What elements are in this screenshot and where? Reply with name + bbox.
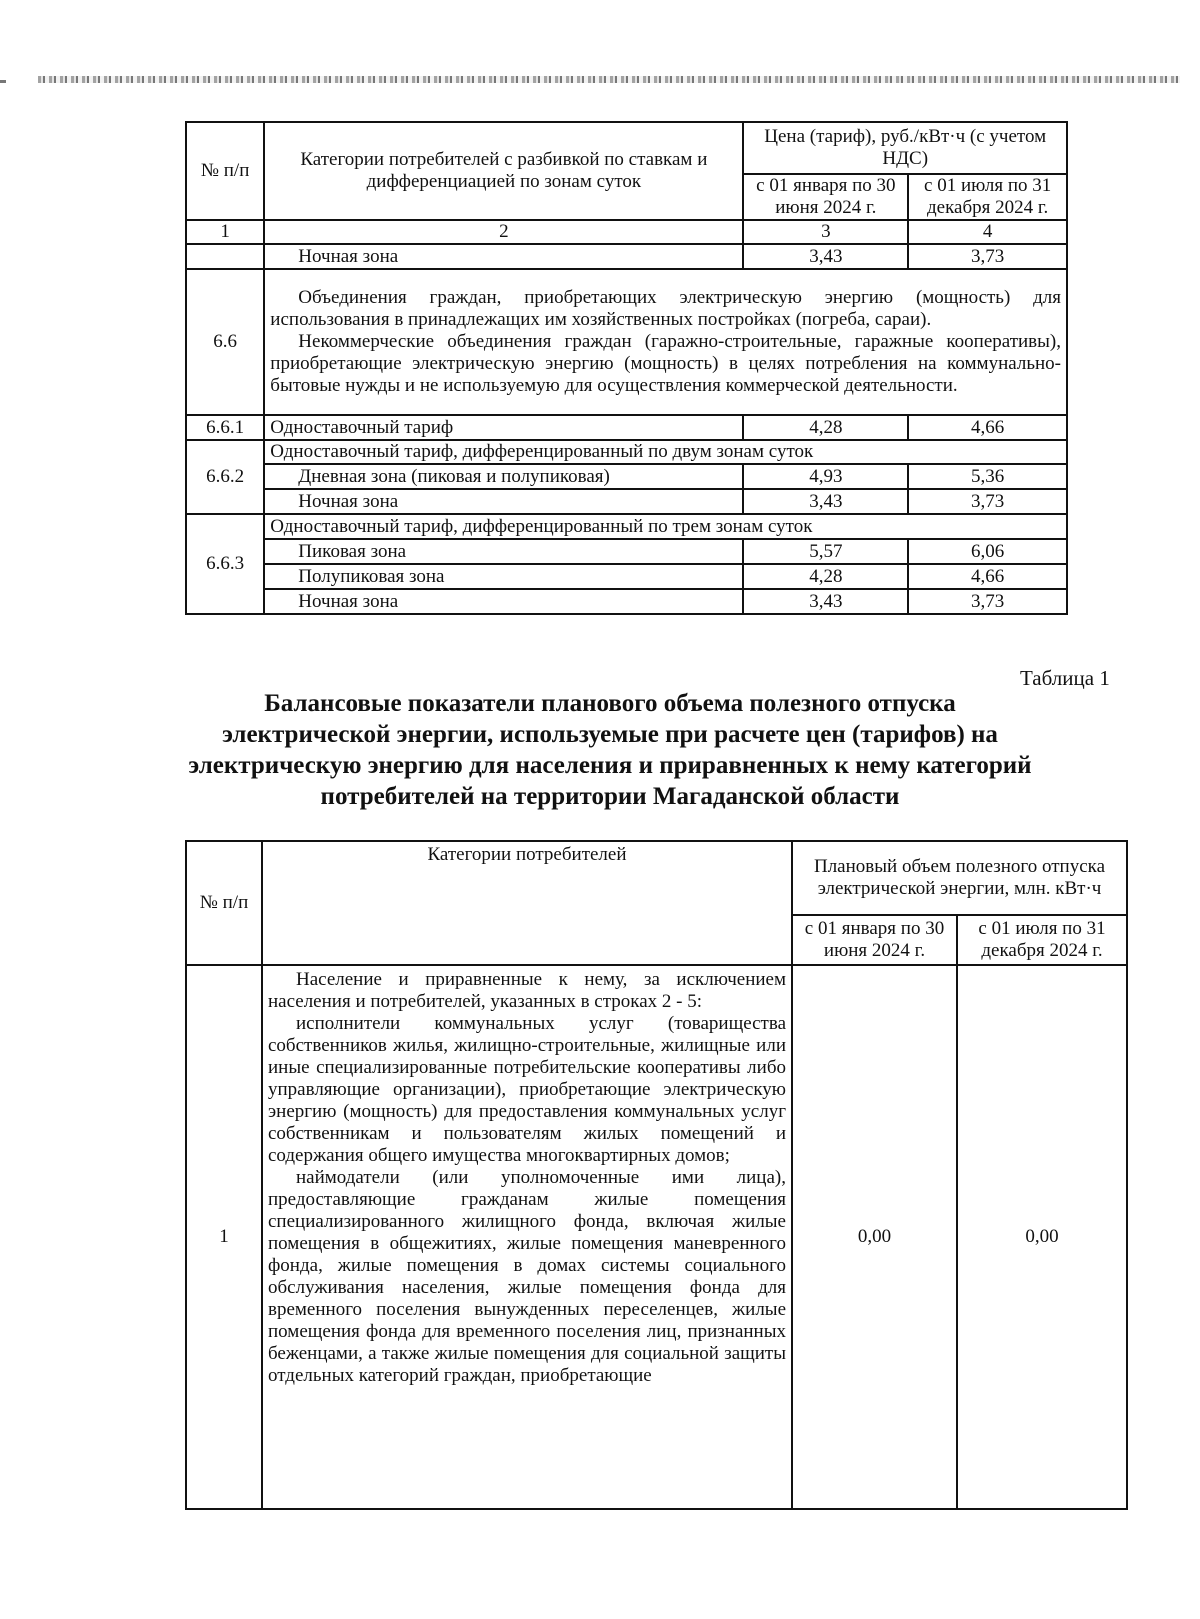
header-price: Цена (тариф), руб./кВт·ч (с учетом НДС) <box>743 122 1067 174</box>
volume-header-row <box>186 841 1127 915</box>
row-value-2: 0,00 <box>957 965 1127 1509</box>
table-row <box>186 489 1067 514</box>
title-line: потребителей на территории Магаданской области <box>320 783 900 810</box>
row-label: Ночная зона <box>264 589 743 614</box>
table-row <box>186 564 1067 589</box>
row-value-1: 4,93 <box>743 464 908 489</box>
row-label: Ночная зона <box>264 244 743 269</box>
row-value-2: 6,06 <box>908 539 1067 564</box>
header-num: № п/п <box>186 122 264 220</box>
tariff-table <box>185 121 1068 615</box>
table-row <box>186 589 1067 614</box>
description-paragraph: Некоммерческие объединения граждан (гаражно-строительные, гаражные кооперативы), приобретающие электрическую энергию (мощность) в целях потребления на коммунально-бытовые нужды и не используемую для осуществления коммерческой деятельности. <box>270 331 1061 396</box>
table-row <box>186 415 1067 440</box>
row-num: 6.6 <box>186 269 264 415</box>
scan-artifact-strip <box>38 76 1180 83</box>
row-value-1: 3,43 <box>743 589 908 614</box>
header-category: Категории потребителей с разбивкой по ставкам и дифференциацией по зонам суток <box>264 122 743 220</box>
row-value-2: 3,73 <box>908 489 1067 514</box>
scan-edge-mark <box>0 80 6 83</box>
header-period-1: с 01 января по 30 июня 2024 г. <box>743 174 908 220</box>
title-line: электрическую энергию для населения и приравненных к нему категорий <box>188 752 1032 779</box>
column-number: 4 <box>908 220 1067 244</box>
header-volume: Плановый объем полезного отпуска электрической энергии, млн. кВт·ч <box>792 841 1127 915</box>
table-row <box>186 440 1067 464</box>
header-period-2: с 01 июля по 31 декабря 2024 г. <box>957 915 1127 965</box>
header-category: Категории потребителей <box>262 841 792 965</box>
description-paragraph: наймодатели (или уполномоченные ими лица), предоставляющие гражданам жилые помещения специализированного жилищного фонда, включая жилые помещения в общежитиях, жилые помещения маневренного фонда, жилые помещения в домах системы социального обслуживания населения, жилые помещения фонда для временного поселения вынужденных переселенцев, жилые помещения фонда для временного поселения лиц, признанных беженцами, а также жилые помещения для социальной защиты отдельных категорий граждан, приобретающие <box>268 1167 786 1386</box>
row-num: 6.6.2 <box>186 440 264 514</box>
title-line: Балансовые показатели планового объема полезного отпуска <box>264 690 956 717</box>
table-row <box>186 965 1127 1509</box>
table-caption: Таблица 1 <box>1020 666 1110 690</box>
table-row <box>186 269 1067 415</box>
row-value-2: 3,73 <box>908 244 1067 269</box>
column-number: 2 <box>264 220 743 244</box>
row-value-1: 3,43 <box>743 244 908 269</box>
row-description <box>264 269 1067 415</box>
description-paragraph: исполнители коммунальных услуг (товарищества собственников жилья, жилищно-строительные, жилищные или иные специализированные потребительские кооперативы либо управляющие организации), приобретающие электрическую энергию (мощность) для предоставления коммунальных услуг собственникам и пользователям жилых помещений и содержания общего имущества многоквартирных домов; <box>268 1013 786 1166</box>
column-number: 3 <box>743 220 908 244</box>
page-title <box>160 688 1060 812</box>
row-value-2: 4,66 <box>908 564 1067 589</box>
row-value-1: 3,43 <box>743 489 908 514</box>
title-line: электрической энергии, используемые при расчете цен (тарифов) на <box>222 721 998 748</box>
table-row <box>186 514 1067 539</box>
row-num <box>186 244 264 269</box>
table-row <box>186 539 1067 564</box>
header-num: № п/п <box>186 841 262 965</box>
row-label: Полупиковая зона <box>264 564 743 589</box>
description-paragraph: Объединения граждан, приобретающих электрическую энергию (мощность) для использования в принадлежащих им хозяйственных постройках (погреба, сараи). <box>270 287 1061 330</box>
row-value-2: 5,36 <box>908 464 1067 489</box>
row-num: 1 <box>186 965 262 1509</box>
column-number-row <box>186 220 1067 244</box>
row-label: Ночная зона <box>264 489 743 514</box>
header-period-2: с 01 июля по 31 декабря 2024 г. <box>908 174 1067 220</box>
row-value-1: 4,28 <box>743 564 908 589</box>
row-label: Одноставочный тариф, дифференцированный по трем зонам суток <box>264 514 1067 539</box>
row-description <box>262 965 792 1509</box>
row-label: Одноставочный тариф <box>264 415 743 440</box>
row-num: 6.6.1 <box>186 415 264 440</box>
row-value-2: 3,73 <box>908 589 1067 614</box>
description-paragraph: Население и приравненные к нему, за исключением населения и потребителей, указанных в строках 2 - 5: <box>268 969 786 1012</box>
header-period-1: с 01 января по 30 июня 2024 г. <box>792 915 957 965</box>
row-value-1: 4,28 <box>743 415 908 440</box>
row-label: Пиковая зона <box>264 539 743 564</box>
column-number: 1 <box>186 220 264 244</box>
row-value-1: 5,57 <box>743 539 908 564</box>
table-row <box>186 464 1067 489</box>
row-value-1: 0,00 <box>792 965 957 1509</box>
row-label: Одноставочный тариф, дифференцированный по двум зонам суток <box>264 440 1067 464</box>
row-num: 6.6.3 <box>186 514 264 614</box>
volume-table <box>185 840 1128 1510</box>
row-label: Дневная зона (пиковая и полупиковая) <box>264 464 743 489</box>
table-row <box>186 244 1067 269</box>
row-value-2: 4,66 <box>908 415 1067 440</box>
tariff-header-row <box>186 122 1067 174</box>
